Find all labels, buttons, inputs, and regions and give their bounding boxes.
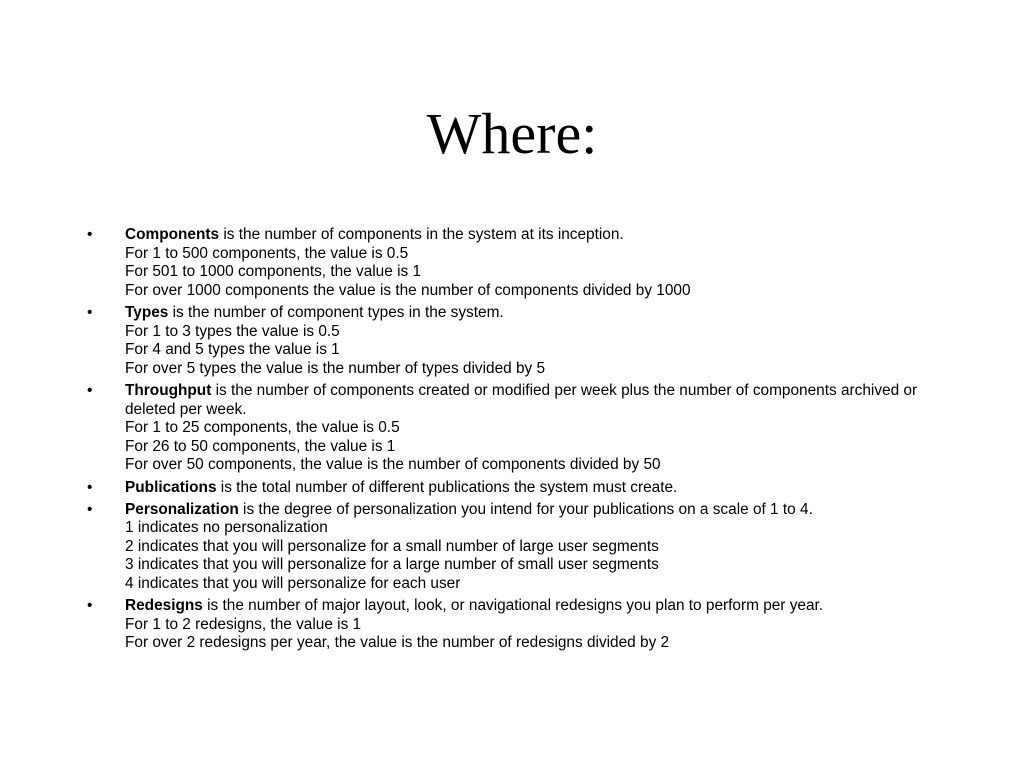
detail-line: For 501 to 1000 components, the value is 1 [125,263,422,281]
detail-line: For 4 and 5 types the value is 1 [125,341,340,359]
detail-line: 4 indicates that you will personalize for each user [125,575,461,593]
term-description: is the degree of personalization you intend for your publications on a scale of 1 to 4. [238,500,813,518]
detail-line: For over 50 components, the value is the number of components divided by 50 [125,456,661,474]
bullet-item-publications [87,479,947,498]
detail-line: For over 1000 components the value is the number of components divided by 1000 [125,281,691,299]
bullet-icon: • [87,381,93,399]
term-label: Components [125,226,220,243]
detail-line: For over 2 redesigns per year, the value is the number of redesigns divided by 2 [125,634,670,652]
detail-line: 2 indicates that you will personalize for a small number of large user segments [125,537,659,555]
term-label: Types [125,303,169,321]
detail-line: For 1 to 3 types the value is 0.5 [125,322,340,340]
term-description: is the number of major layout, look, or navigational redesigns you plan to perform per year. [202,597,824,615]
term-description: is the total number of different publications the system must create. [216,478,678,496]
bullet-item-personalization [87,501,947,594]
term-label: Publications [125,478,217,496]
detail-line: 1 indicates no personalization [125,519,328,537]
detail-line: For 1 to 25 components, the value is 0.5 [125,419,400,437]
detail-line: For 26 to 50 components, the value is 1 [125,437,396,455]
term-description: is the number of components in the system at its inception. [219,226,624,243]
bullet-item-redesigns [87,597,947,653]
detail-line: For 1 to 2 redesigns, the value is 1 [125,615,362,633]
bullet-icon: • [87,478,93,496]
term-description: is the number of component types in the system. [168,303,504,321]
bullet-icon: • [87,303,93,321]
detail-line: For 1 to 500 components, the value is 0.5 [125,244,409,262]
bullet-icon: • [87,226,93,243]
bullet-icon: • [87,597,93,615]
bullet-list [87,226,947,657]
term-label: Personalization [125,500,239,518]
bullet-icon: • [87,500,93,518]
term-description: is the number of components created or modified per week plus the number of components archived or deleted per week. [125,381,918,418]
slide-title: Where: [426,101,598,166]
bullet-item-types [87,304,947,378]
detail-line: 3 indicates that you will personalize for a large number of small user segments [125,556,659,574]
term-label: Throughput [125,381,212,399]
detail-line: For over 5 types the value is the number of types divided by 5 [125,359,546,377]
bullet-item-throughput [87,382,947,475]
bullet-item-components [87,226,947,300]
term-label: Redesigns [125,597,203,615]
